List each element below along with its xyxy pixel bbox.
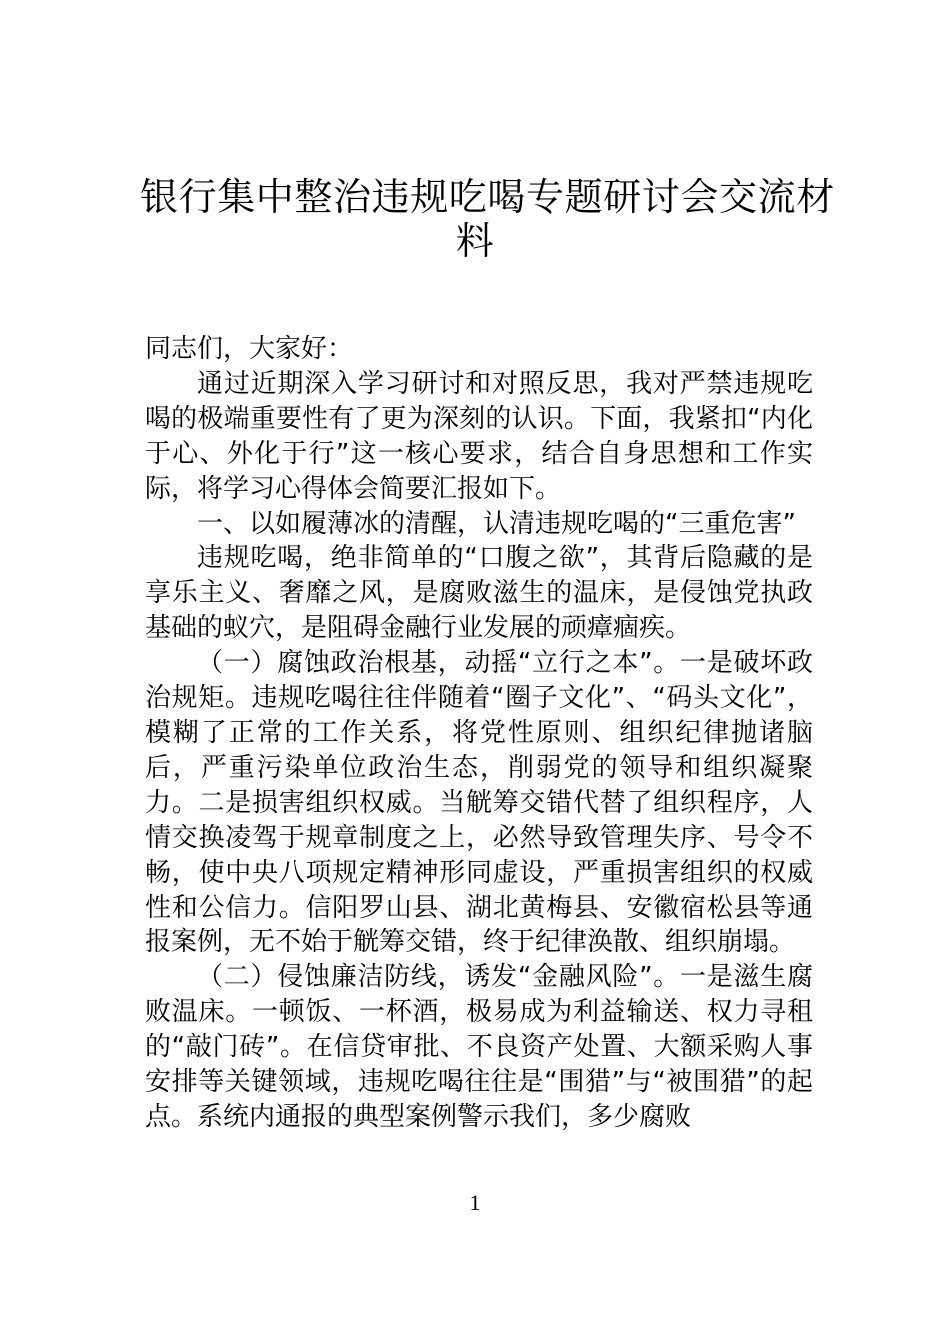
paragraph-intro: 通过近期深入学习研讨和对照反思，我对严禁违规吃喝的极端重要性有了更为深刻的认识。下面，我紧扣“内化于心、外化于行”这一核心要求，结合自身思想和工作实际，将学习心得体会简要汇报如下。 [145, 368, 813, 504]
document-title-line-1: 银行集中整治违规吃喝专题研讨会交流材 [140, 175, 835, 219]
paragraph-subsection-1: （一）腐蚀政治根基，动摇“立行之本”。一是破坏政治规矩。违规吃喝往往伴随着“圈子文化”、“码头文化”，模糊了正常的工作关系，将党性原则、组织纪律抛诸脑后，严重污染单位政治生态，削弱党的领导和组织凝聚力。二是损害组织权威。当觥筹交错代替了组织程序，人情交换凌驾于规章制度之上，必然导致管理失序、号令不畅，使中央八项规定精神形同虚设，严重损害组织的权威性和公信力。信阳罗山县、湖北黄梅县、安徽宿松县等通报案例，无不始于觥筹交错，终于纪律涣散、组织崩塌。 [145, 648, 813, 958]
section-heading-1: 一、以如履薄冰的清醒，认清违规吃喝的“三重危害” [197, 508, 796, 539]
document-title-line-2: 料 [455, 219, 495, 263]
paragraph-section-1: 违规吃喝，绝非简单的“口腹之欲”，其背后隐藏的是享乐主义、奢靡之风，是腐败滋生的温床，是侵蚀党执政基础的蚁穴，是阻碍金融行业发展的顽瘴痼疾。 [145, 543, 813, 644]
paragraph-subsection-2: （二）侵蚀廉洁防线，诱发“金融风险”。一是滋生腐败温床。一顿饭、一杯酒，极易成为利益输送、权力寻租的“敲门砖”。在信贷审批、不良资产处置、大额采购人事安排等关键领域，违规吃喝往往是“围猎”与“被围猎”的起点。系统内通报的典型案例警示我们，多少腐败 [145, 962, 813, 1132]
greeting: 同志们，大家好： [145, 334, 354, 364]
page-number: 1 [469, 1190, 481, 1215]
document-body [145, 332, 813, 1135]
